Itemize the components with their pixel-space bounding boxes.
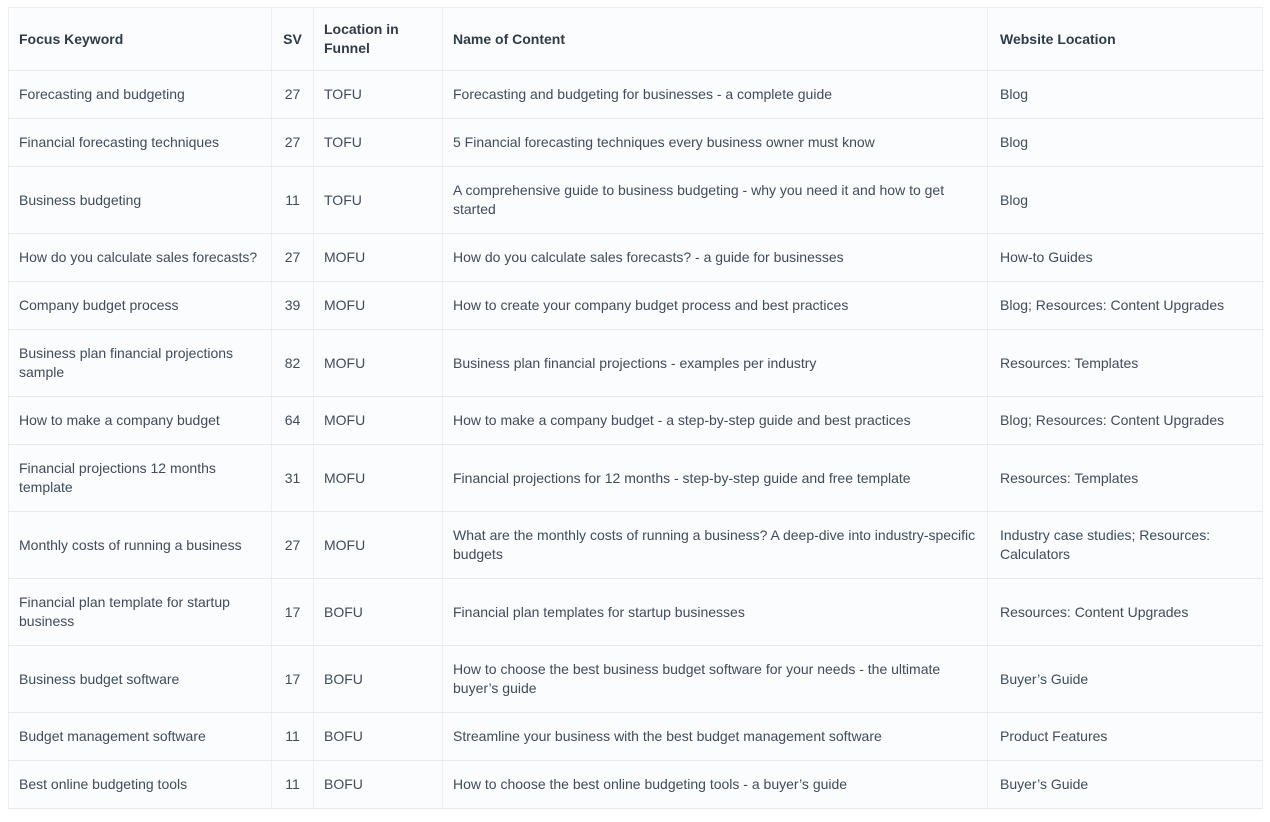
cell-website-location: Buyer’s Guide: [988, 646, 1263, 713]
cell-sv: 11: [272, 713, 314, 761]
cell-website-location: Blog; Resources: Content Upgrades: [988, 282, 1263, 330]
cell-content-name: Financial plan templates for startup businesses: [443, 579, 988, 646]
cell-sv: 39: [272, 282, 314, 330]
cell-website-location: Product Features: [988, 713, 1263, 761]
cell-sv: 11: [272, 167, 314, 234]
table-row: [9, 330, 1263, 397]
table-row: [9, 512, 1263, 579]
cell-content-name: How do you calculate sales forecasts? - a guide for businesses: [443, 234, 988, 282]
cell-focus-keyword: Business budget software: [9, 646, 272, 713]
cell-website-location: Blog: [988, 119, 1263, 167]
content-plan-table-container: [8, 7, 1262, 809]
cell-sv: 17: [272, 646, 314, 713]
cell-funnel-location: MOFU: [314, 330, 443, 397]
table-row: [9, 234, 1263, 282]
cell-content-name: How to choose the best online budgeting tools - a buyer’s guide: [443, 761, 988, 809]
cell-funnel-location: MOFU: [314, 282, 443, 330]
cell-focus-keyword: How do you calculate sales forecasts?: [9, 234, 272, 282]
content-plan-table: [8, 7, 1263, 809]
cell-website-location: Resources: Content Upgrades: [988, 579, 1263, 646]
cell-funnel-location: MOFU: [314, 512, 443, 579]
table-row: [9, 579, 1263, 646]
cell-website-location: Buyer’s Guide: [988, 761, 1263, 809]
cell-website-location: Blog; Resources: Content Upgrades: [988, 397, 1263, 445]
cell-focus-keyword: Monthly costs of running a business: [9, 512, 272, 579]
cell-funnel-location: BOFU: [314, 579, 443, 646]
table-row: [9, 119, 1263, 167]
cell-content-name: Streamline your business with the best budget management software: [443, 713, 988, 761]
header-row: [9, 8, 1263, 71]
cell-sv: 27: [272, 71, 314, 119]
cell-sv: 11: [272, 761, 314, 809]
cell-focus-keyword: Business budgeting: [9, 167, 272, 234]
table-row: [9, 282, 1263, 330]
cell-website-location: How-to Guides: [988, 234, 1263, 282]
table-row: [9, 167, 1263, 234]
cell-sv: 27: [272, 234, 314, 282]
table-row: [9, 646, 1263, 713]
cell-focus-keyword: How to make a company budget: [9, 397, 272, 445]
cell-website-location: Resources: Templates: [988, 445, 1263, 512]
cell-website-location: Blog: [988, 71, 1263, 119]
cell-sv: 64: [272, 397, 314, 445]
table-row: [9, 713, 1263, 761]
table-row: [9, 397, 1263, 445]
cell-focus-keyword: Financial projections 12 months template: [9, 445, 272, 512]
cell-funnel-location: TOFU: [314, 119, 443, 167]
table-row: [9, 71, 1263, 119]
cell-focus-keyword: Forecasting and budgeting: [9, 71, 272, 119]
cell-content-name: How to create your company budget process and best practices: [443, 282, 988, 330]
cell-focus-keyword: Best online budgeting tools: [9, 761, 272, 809]
table-row: [9, 761, 1263, 809]
cell-focus-keyword: Budget management software: [9, 713, 272, 761]
table-row: [9, 445, 1263, 512]
cell-funnel-location: BOFU: [314, 713, 443, 761]
cell-content-name: 5 Financial forecasting techniques every business owner must know: [443, 119, 988, 167]
cell-funnel-location: MOFU: [314, 397, 443, 445]
column-header-name-of-content: Name of Content: [443, 8, 988, 71]
cell-website-location: Blog: [988, 167, 1263, 234]
column-header-website-location: Website Location: [988, 8, 1263, 71]
cell-funnel-location: BOFU: [314, 761, 443, 809]
cell-sv: 82: [272, 330, 314, 397]
cell-content-name: How to choose the best business budget software for your needs - the ultimate buyer’s guide: [443, 646, 988, 713]
cell-content-name: A comprehensive guide to business budgeting - why you need it and how to get started: [443, 167, 988, 234]
cell-focus-keyword: Company budget process: [9, 282, 272, 330]
cell-funnel-location: BOFU: [314, 646, 443, 713]
cell-focus-keyword: Financial plan template for startup business: [9, 579, 272, 646]
cell-website-location: Resources: Templates: [988, 330, 1263, 397]
cell-funnel-location: MOFU: [314, 234, 443, 282]
cell-focus-keyword: Financial forecasting techniques: [9, 119, 272, 167]
cell-sv: 27: [272, 119, 314, 167]
cell-sv: 27: [272, 512, 314, 579]
column-header-focus-keyword: Focus Keyword: [9, 8, 272, 71]
cell-sv: 31: [272, 445, 314, 512]
column-header-sv: SV: [272, 8, 314, 71]
cell-sv: 17: [272, 579, 314, 646]
cell-content-name: Business plan financial projections - examples per industry: [443, 330, 988, 397]
cell-funnel-location: TOFU: [314, 71, 443, 119]
table-header: [9, 8, 1263, 71]
column-header-location-in-funnel: Location in Funnel: [314, 8, 443, 71]
cell-funnel-location: MOFU: [314, 445, 443, 512]
cell-website-location: Industry case studies; Resources: Calculators: [988, 512, 1263, 579]
table-body: [9, 71, 1263, 809]
cell-focus-keyword: Business plan financial projections sample: [9, 330, 272, 397]
cell-content-name: Financial projections for 12 months - step-by-step guide and free template: [443, 445, 988, 512]
cell-content-name: What are the monthly costs of running a business? A deep-dive into industry-specific budgets: [443, 512, 988, 579]
cell-content-name: How to make a company budget - a step-by-step guide and best practices: [443, 397, 988, 445]
cell-funnel-location: TOFU: [314, 167, 443, 234]
cell-content-name: Forecasting and budgeting for businesses - a complete guide: [443, 71, 988, 119]
